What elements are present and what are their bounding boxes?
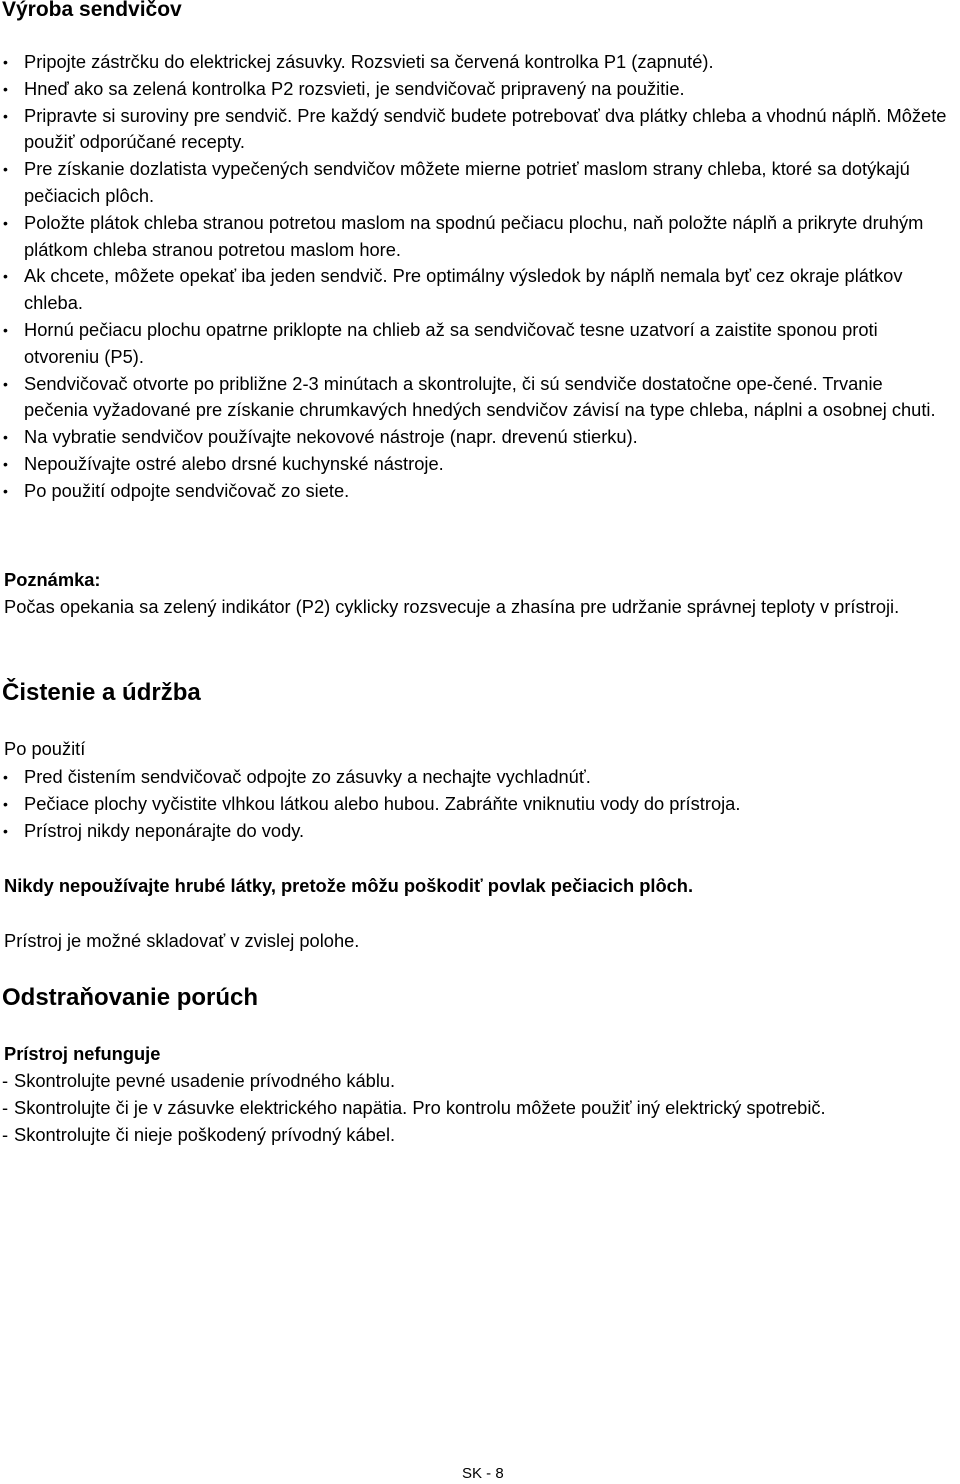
list-item: • Hneď ako sa zelená kontrolka P2 rozsvieti, je sendvičovač pripravený na použitie.	[0, 76, 950, 103]
bullet-icon: •	[3, 80, 8, 97]
list-item: • Sendvičovač otvorte po približne 2-3 minútach a skontrolujte, či sú sendviče dostatočne ope-čené. Trvanie pečenia vyžadované pre získanie chrumkavých hnedých sendvičov závisí na type chleba, náplni a osobnej chuti.	[3, 372, 936, 421]
cistenie-list	[0, 764, 950, 844]
list-item: - Skontrolujte pevné usadenie prívodného káblu.	[0, 1068, 950, 1095]
list-item: • Pre získanie dozlatista vypečených sendvičov môžete mierne potrieť maslom strany chleba, ktoré sa dotýkajú pečiacich plôch.	[3, 158, 910, 206]
section-title-cistenie: Čistenie a údržba	[2, 679, 201, 706]
bullet-icon: •	[3, 214, 8, 231]
bullet-icon: •	[3, 161, 8, 178]
dash-icon: -	[2, 1123, 9, 1145]
warning-text: Nikdy nepoužívajte hrubé látky, pretože môžu poškodiť povlak pečiacich plôch.	[4, 875, 694, 896]
list-item: • Prístroj nikdy neponárajte do vody.	[0, 818, 950, 845]
note-text: Počas opekania sa zelený indikátor (P2) cyklicky rozsvecuje a zhasína pre udržanie správnej teploty v prístroji.	[4, 596, 900, 617]
section-title-odstranovanie: Odstraňovanie porúch	[2, 984, 259, 1011]
bullet-icon: •	[3, 375, 8, 392]
list-item: • Na vybratie sendvičov používajte nekovové nástroje (napr. drevenú stierku).	[0, 424, 950, 451]
list-item: • Po použití odpojte sendvičovač zo siete.	[0, 478, 950, 505]
dash-icon: -	[2, 1096, 9, 1118]
cistenie-subtitle: Po použití	[4, 738, 86, 759]
bullet-icon: •	[3, 54, 8, 70]
bullet-icon: •	[3, 795, 8, 812]
bullet-icon: •	[3, 268, 8, 285]
page-number: SK - 8	[462, 1465, 504, 1482]
storage-text: Prístroj je možné skladovať v zvislej polohe.	[4, 930, 360, 951]
list-item: - Skontrolujte či nieje poškodený prívodný kábel.	[0, 1122, 950, 1149]
section-title-vyroba: Výroba sendvičov	[2, 0, 182, 21]
bullet-icon: •	[3, 769, 8, 785]
bullet-icon: •	[3, 429, 8, 446]
list-item: • Pripravte si suroviny pre sendvič. Pre každý sendvič budete potrebovať dva plátky chleba a vhodnú náplň. Môžete použiť odporúčané recepty.	[3, 104, 947, 153]
list-item: • Nepoužívajte ostré alebo drsné kuchynské nástroje.	[0, 451, 950, 478]
bullet-icon: •	[3, 482, 8, 499]
problem-label: Prístroj nefunguje	[4, 1043, 161, 1064]
list-item: • Pripojte zástrčku do elektrickej zásuvky. Rozsvieti sa červená kontrolka P1 (zapnuté).	[0, 49, 950, 76]
list-item: • Položte plátok chleba stranou potretou maslom na spodnú pečiacu plochu, naň položte náplň a prikryte druhým plátkom chleba stranou potretou maslom hore.	[3, 211, 924, 260]
vyroba-list	[0, 49, 950, 505]
list-item: • Hornú pečiacu plochu opatrne priklopte na chlieb až sa sendvičovač tesne uzatvorí a zaistite sponou proti otvoreniu (P5).	[3, 318, 878, 367]
list-item: - Skontrolujte či je v zásuvke elektrického napätia. Pro kontrolu môžete použiť iný elektrický spotrebič.	[0, 1095, 950, 1122]
bullet-icon: •	[3, 455, 8, 472]
list-item: • Pred čistením sendvičovač odpojte zo zásuvky a nechajte vychladnúť.	[0, 764, 950, 791]
bullet-icon: •	[3, 822, 8, 839]
list-item: • Ak chcete, môžete opekať iba jeden sendvič. Pre optimálny výsledok by náplň nemala byť cez okraje plátkov chleba.	[3, 265, 903, 314]
bullet-icon: •	[3, 321, 8, 338]
dash-icon: -	[2, 1070, 9, 1091]
troubleshooting-list	[0, 1068, 950, 1148]
bullet-icon: •	[3, 107, 8, 124]
note-label: Poznámka:	[4, 569, 101, 590]
list-item: • Pečiace plochy vyčistite vlhkou látkou alebo hubou. Zabráňte vniknutiu vody do prístroja.	[0, 791, 950, 818]
